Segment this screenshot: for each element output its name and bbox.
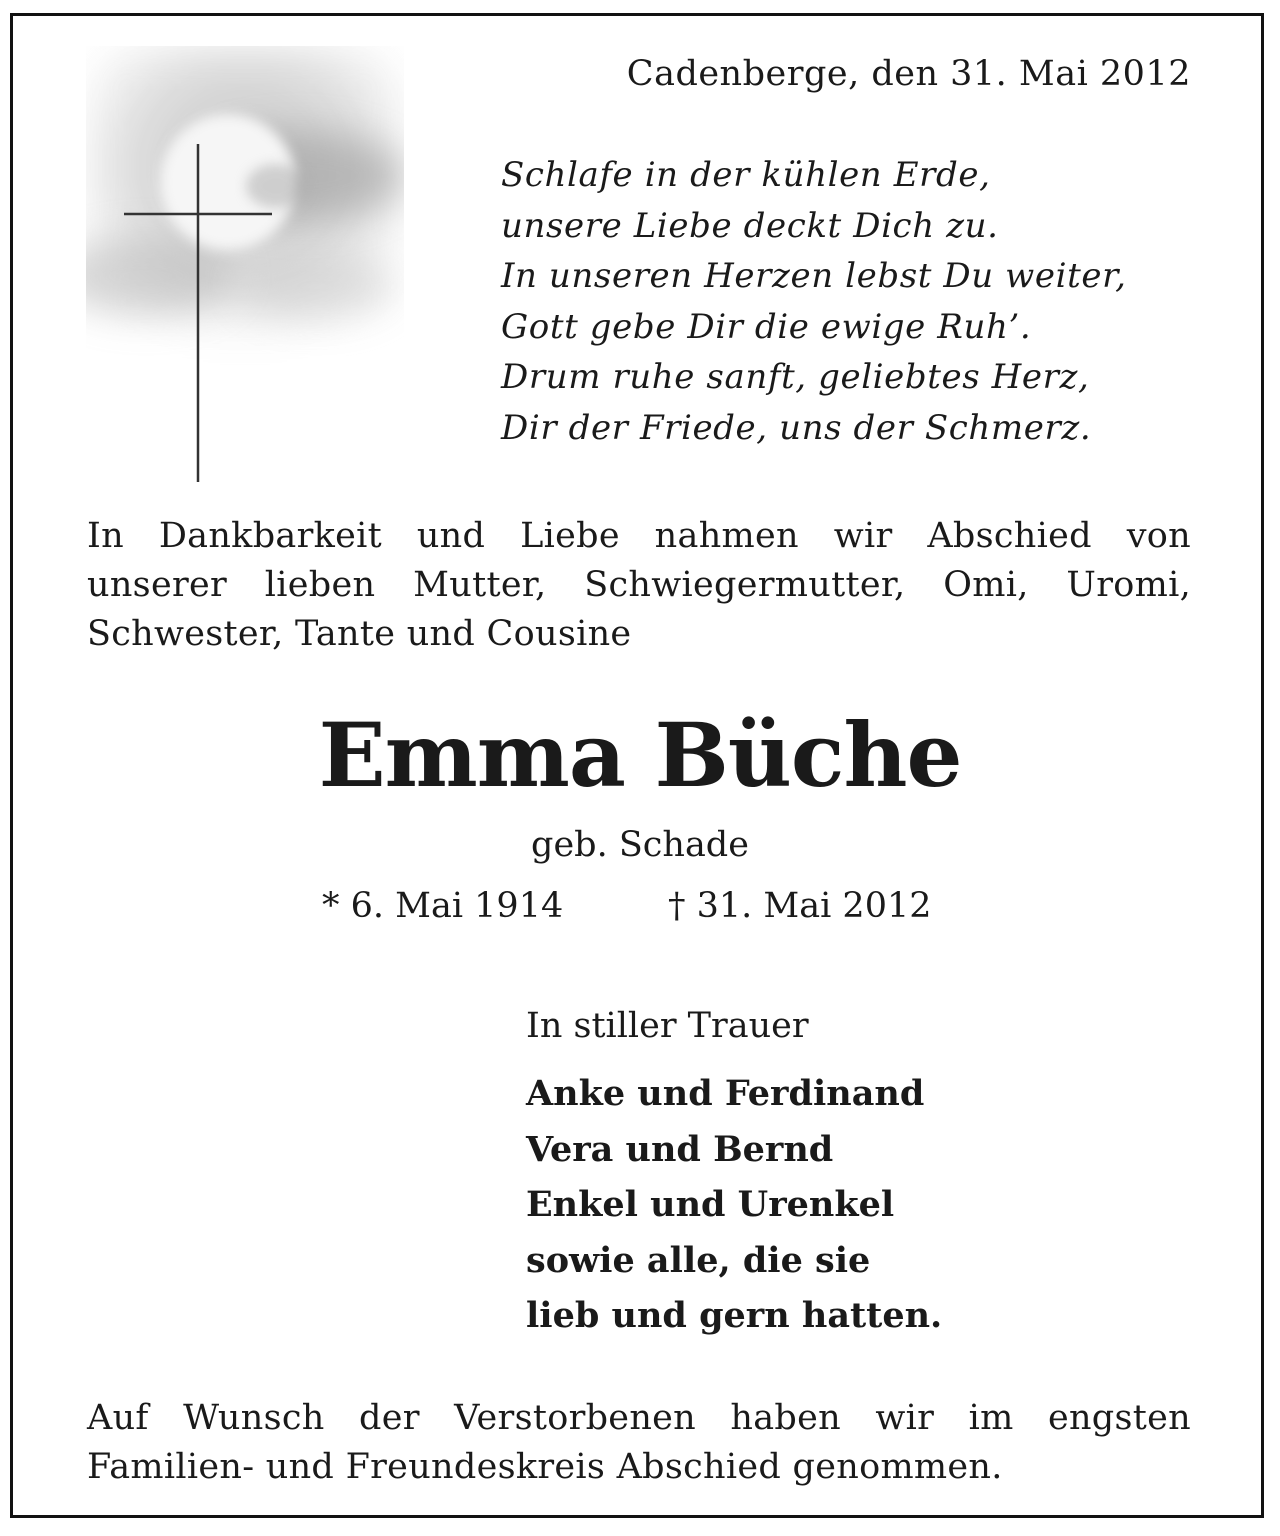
deceased-name: Emma Büche [318,703,962,807]
mourner-line: lieb und gern hatten. [526,1295,943,1336]
cross-emblem-image [86,46,404,484]
closing-line: Auf Wunsch der Verstorbenen haben wir im engsten [87,1398,1191,1438]
poem-line: In unseren Herzen lebst Du weiter, [501,256,1127,296]
cross-icon [86,46,404,484]
mourner-line: sowie alle, die sie [526,1239,871,1281]
poem-line: Gott gebe Dir die ewige Ruh’. [501,306,1032,347]
maiden-name: geb. Schade [531,825,749,865]
intro-line: In Dankbarkeit und Liebe nahmen wir Abschied von [87,516,1191,556]
death-date: † 31. Mai 2012 [668,886,932,926]
intro-line: unserer lieben Mutter, Schwiegermutter, Omi, Uromi, [87,565,1191,605]
mourner-line: Vera und Bernd [526,1128,834,1170]
intro-paragraph [87,512,1191,659]
mourner-line: Enkel und Urenkel [526,1184,895,1225]
poem-line: Schlafe in der kühlen Erde, [501,155,991,195]
poem-line: unsere Liebe deckt Dich zu. [501,205,999,246]
place-and-date: Cadenberge, den 31. Mai 2012 [626,54,1191,94]
closing-paragraph [87,1394,1191,1492]
birth-date: * 6. Mai 1914 [322,886,564,926]
poem-line: Dir der Friede, uns der Schmerz. [501,407,1092,448]
intro-line: Schwester, Tante und Cousine [87,614,632,654]
poem-line: Drum ruhe sanft, geliebtes Herz, [501,357,1090,397]
closing-line: Familien- und Freundeskreis Abschied genommen. [87,1447,1003,1487]
poem [501,150,1127,453]
mourner-line: Anke und Ferdinand [526,1073,925,1114]
mourning-label: In stiller Trauer [526,1006,809,1046]
mourners-list [526,1066,942,1344]
